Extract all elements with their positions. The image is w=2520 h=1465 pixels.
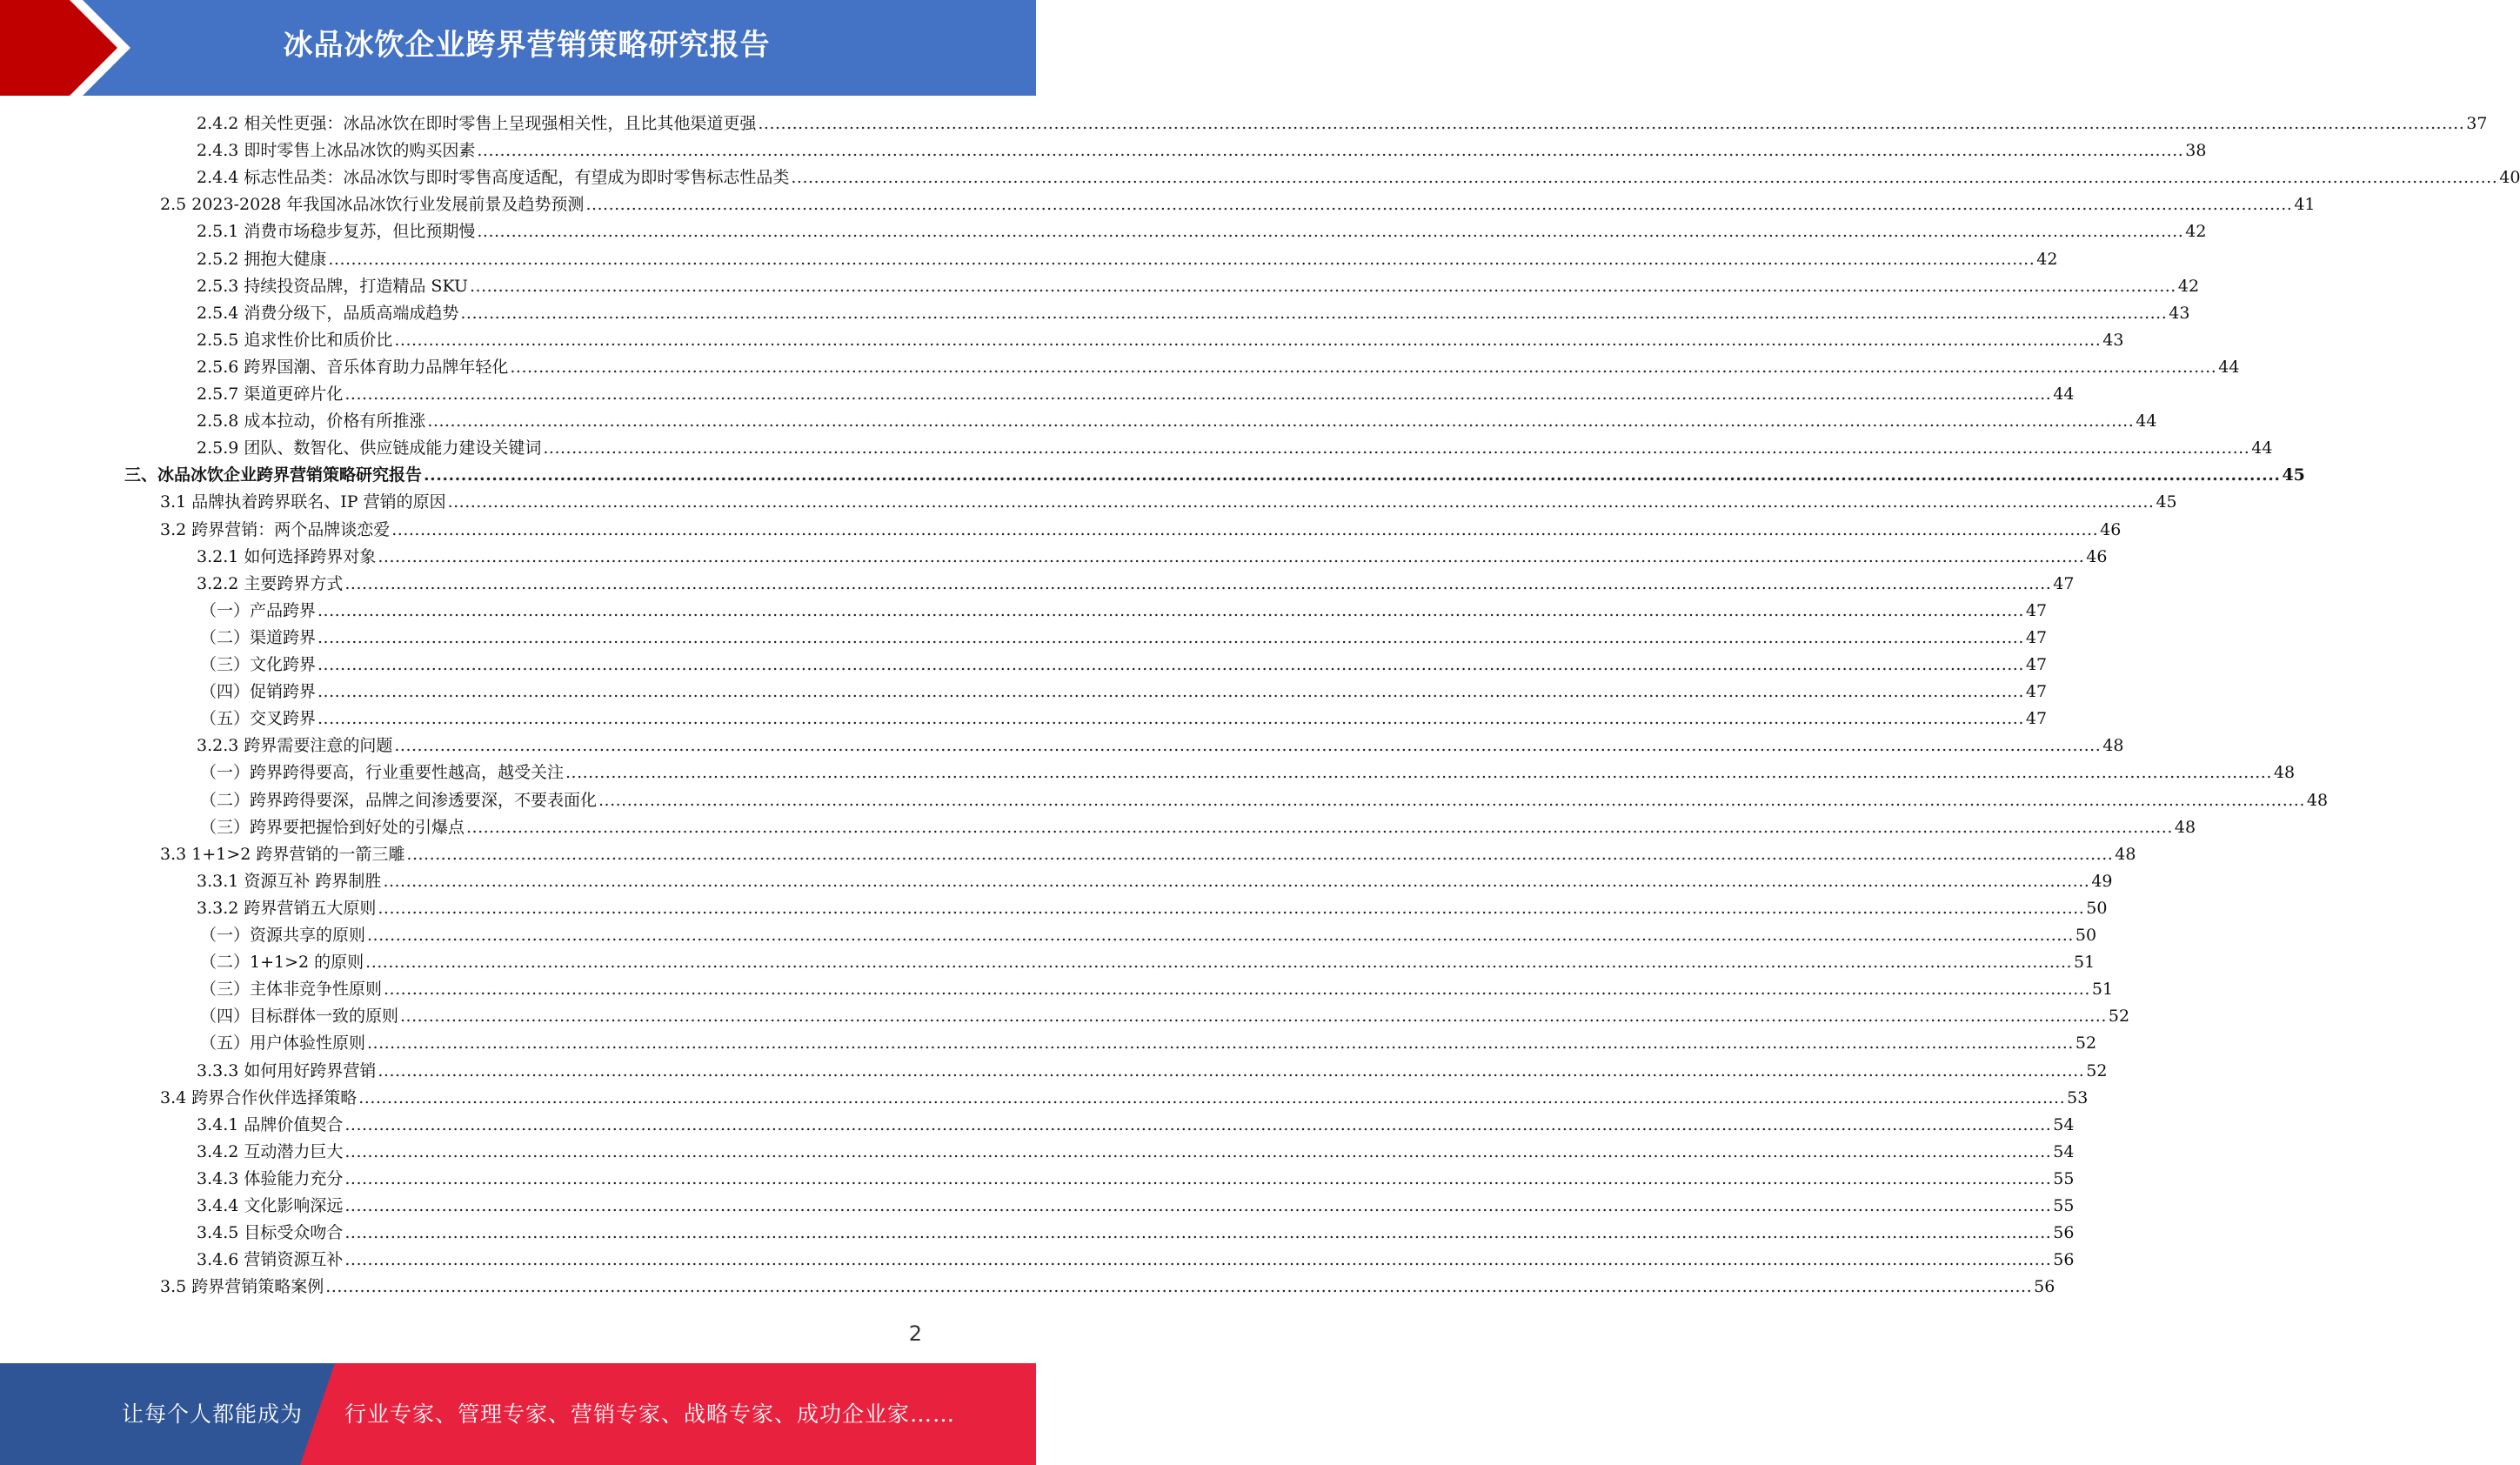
toc-entry-page: 56 [2034,1277,2055,1297]
toc-entry-label: （一）产品跨界 [200,600,317,620]
toc-entry-page: 46 [2100,519,2122,539]
toc-dot-leader: ............................................................................................................................................................................................................................................................................................................ [378,898,2085,918]
toc-entry-label: 2.5.8 成本拉动，价格有所推涨 [197,411,426,431]
toc-dot-leader: ............................................................................................................................................................................................................................................................................................................ [318,600,2024,620]
toc-dot-leader: ............................................................................................................................................................................................................................................................................................................ [344,385,2052,404]
toc-dot-leader: ............................................................................................................................................................................................................................................................................................................ [585,195,2293,215]
header-banner [0,0,1036,96]
toc-entry-page: 48 [2174,817,2196,837]
toc-entry-page: 46 [2086,546,2108,566]
toc-dot-leader: ............................................................................................................................................................................................................................................................................................................ [318,709,2024,729]
toc-entry-label: 2.5.4 消费分级下，品质高端成趋势 [197,303,459,323]
toc-dot-leader: ............................................................................................................................................................................................................................................................................................................ [791,168,2498,188]
toc-entry-label: 3.3.1 资源互补 跨界制胜 [197,871,382,891]
toc-entry-label: 3.3.3 如何用好跨界营销 [197,1060,377,1080]
toc-entry-page: 44 [2251,438,2273,458]
toc-dot-leader: ............................................................................................................................................................................................................................................................................................................ [365,953,2073,973]
toc-entry[interactable] [160,841,2136,868]
toc-entry-label: 2.5.7 渠道更碎片化 [197,385,344,404]
toc-dot-leader: ............................................................................................................................................................................................................................................................................................................ [565,763,2272,783]
toc-entry[interactable] [197,1112,2075,1139]
toc-entry-page: 44 [2136,411,2157,431]
toc-dot-leader: ............................................................................................................................................................................................................................................................................................................ [344,1141,2052,1161]
toc-entry-page: 53 [2067,1087,2089,1107]
toc-entry-page: 56 [2053,1250,2075,1270]
toc-entry-page: 52 [2108,1007,2130,1027]
toc-entry-label: 3.4.2 互动潜力巨大 [197,1141,344,1161]
toc-entry[interactable] [197,868,2113,895]
toc-dot-leader: ............................................................................................................................................................................................................................................................................................................ [460,303,2168,323]
toc-entry[interactable] [197,246,2058,273]
toc-entry[interactable] [200,1003,2130,1030]
toc-dot-leader: ............................................................................................................................................................................................................................................................................................................ [378,1060,2085,1080]
toc-entry-page: 50 [2086,898,2108,918]
toc-entry-label: 三、冰品冰饮企业跨界营销策略研究报告 [124,465,423,485]
toc-entry[interactable] [200,814,2196,841]
toc-dot-leader: ............................................................................................................................................................................................................................................................................................................ [344,1196,2052,1215]
toc-entry[interactable] [200,976,2114,1003]
toc-entry-label: 2.5.3 持续投资品牌，打造精品 SKU [197,276,468,296]
toc-entry-label: 2.4.4 标志性品类：冰品冰饮与即时零售高度适配，有望成为即时零售标志性品类 [197,168,790,188]
toc-entry-page: 56 [2053,1223,2075,1243]
toc-entry[interactable] [124,462,2305,489]
toc-entry-label: 2.4.3 即时零售上冰品冰饮的购买因素 [197,141,476,161]
toc-dot-leader: ............................................................................................................................................................................................................................................................................................................ [510,357,2217,377]
toc-entry-label: 3.2.2 主要跨界方式 [197,573,344,593]
toc-entry[interactable] [197,1220,2075,1247]
toc-dot-leader: ............................................................................................................................................................................................................................................................................................................ [328,249,2035,269]
toc-entry-page: 48 [2115,844,2136,864]
toc-dot-leader: ............................................................................................................................................................................................................................................................................................................ [391,519,2099,539]
toc-entry[interactable] [160,1274,2055,1301]
toc-dot-leader: ............................................................................................................................................................................................................................................................................................................ [400,1007,2107,1027]
toc-entry[interactable] [197,408,2157,435]
report-title: 冰品冰饮企业跨界营销策略研究报告 [283,28,771,63]
toc-entry-label: 2.5.6 跨界国潮、音乐体育助力品牌年轻化 [197,357,509,377]
toc-entry[interactable] [200,652,2048,679]
toc-entry-label: （三）主体非竞争性原则 [200,980,383,1000]
toc-entry-label: （二）1+1>2 的原则 [200,953,364,973]
toc-entry[interactable] [200,598,2048,625]
toc-entry[interactable] [197,273,2200,300]
toc-entry-page: 42 [2185,222,2207,242]
toc-dot-leader: ............................................................................................................................................................................................................................................................................................................ [543,438,2250,458]
toc-entry[interactable] [160,489,2177,516]
toc-dot-leader: ............................................................................................................................................................................................................................................................................................................ [344,1250,2052,1270]
toc-dot-leader: ............................................................................................................................................................................................................................................................................................................ [344,1168,2052,1188]
toc-entry[interactable] [197,732,2124,759]
toc-entry-label: 2.4.2 相关性更强：冰品冰饮在即时零售上呈现强相关性，且比其他渠道更强 [197,114,757,133]
toc-entry-page: 47 [2025,682,2048,702]
toc-dot-leader: ............................................................................................................................................................................................................................................................................................................ [367,926,2074,945]
toc-entry-label: 3.3 1+1>2 跨界营销的一箭三雕 [160,844,405,864]
toc-entry[interactable] [197,164,2520,191]
toc-entry[interactable] [200,706,2048,732]
toc-entry[interactable] [197,1058,2108,1085]
toc-entry[interactable] [197,1166,2075,1193]
toc-entry-page: 52 [2075,1034,2097,1054]
toc-entry-page: 48 [2273,763,2296,783]
toc-entry[interactable] [197,354,2240,381]
toc-entry-page: 43 [2102,330,2124,350]
toc-entry-label: （一）资源共享的原则 [200,926,366,945]
toc-entry[interactable] [197,1193,2075,1220]
toc-dot-leader: ............................................................................................................................................................................................................................................................................................................ [427,411,2135,431]
toc-entry[interactable] [200,787,2329,814]
toc-dot-leader: ............................................................................................................................................................................................................................................................................................................ [477,222,2184,242]
toc-entry-page: 51 [2091,980,2114,1000]
toc-entry-page: 47 [2025,627,2048,647]
toc-entry-label: （二）渠道跨界 [200,627,317,647]
toc-entry-page: 45 [2156,492,2177,512]
page-number: 2 [908,1321,922,1346]
toc-dot-leader: ............................................................................................................................................................................................................................................................................................................ [378,546,2085,566]
toc-entry-page: 50 [2075,926,2097,945]
toc-entry-label: 3.4 跨界合作伙伴选择策略 [160,1087,358,1107]
toc-entry-label: 3.4.1 品牌价值契合 [197,1114,344,1134]
toc-dot-leader: ............................................................................................................................................................................................................................................................................................................ [447,492,2155,512]
toc-entry[interactable] [160,1085,2089,1112]
toc-entry[interactable] [160,517,2122,544]
toc-entry-page: 49 [2091,871,2113,891]
toc-entry[interactable] [197,544,2108,571]
toc-entry-label: 3.4.6 营销资源互补 [197,1250,344,1270]
toc-dot-leader: ............................................................................................................................................................................................................................................................................................................ [344,1114,2052,1134]
toc-entry-page: 44 [2218,357,2240,377]
toc-entry-label: 3.4.3 体验能力充分 [197,1168,344,1188]
toc-entry[interactable] [197,327,2124,354]
toc-entry-label: 2.5.9 团队、数智化、供应链成能力建设关键词 [197,438,542,458]
toc-entry-page: 48 [2306,790,2329,810]
toc-entry-page: 47 [2025,655,2048,674]
toc-entry-page: 42 [2177,276,2200,296]
toc-entry[interactable] [197,435,2273,462]
toc-entry[interactable] [160,191,2316,218]
toc-entry[interactable] [197,110,2488,137]
toc-entry-label: （三）跨界要把握恰到好处的引爆点 [200,817,465,837]
toc-dot-leader: ............................................................................................................................................................................................................................................................................................................ [383,871,2090,891]
toc-entry[interactable] [197,218,2207,245]
toc-entry[interactable] [197,137,2207,164]
toc-dot-leader: ............................................................................................................................................................................................................................................................................................................ [344,573,2052,593]
footer-banner [0,1363,1036,1465]
toc-entry[interactable] [200,679,2048,706]
toc-dot-leader: ............................................................................................................................................................................................................................................................................................................ [469,276,2176,296]
toc-entry-label: 3.2.1 如何选择跨界对象 [197,546,377,566]
toc-entry[interactable] [197,1139,2075,1166]
toc-entry-page: 37 [2466,114,2488,133]
toc-entry-label: （五）交叉跨界 [200,709,317,729]
toc-dot-leader: ............................................................................................................................................................................................................................................................................................................ [424,465,2281,485]
toc-entry[interactable] [200,625,2048,652]
toc-entry-label: 2.5 2023-2028 年我国冰品冰饮行业发展前景及趋势预测 [160,195,585,215]
toc-entry-page: 47 [2053,573,2075,593]
toc-entry[interactable] [197,300,2190,327]
toc-entry-page: 55 [2053,1168,2075,1188]
toc-dot-leader: ............................................................................................................................................................................................................................................................................................................ [598,790,2305,810]
toc-entry-page: 44 [2053,385,2075,404]
footer-slogan: 让每个人都能成为 [122,1401,304,1427]
toc-entry[interactable] [200,922,2097,949]
toc-dot-leader: ............................................................................................................................................................................................................................................................................................................ [318,682,2024,702]
toc-entry-label: 2.5.2 拥抱大健康 [197,249,327,269]
toc-entry-label: （二）跨界跨得要深，品牌之间渗透要深，不要表面化 [200,790,598,810]
toc-entry-page: 38 [2185,141,2207,161]
toc-dot-leader: ............................................................................................................................................................................................................................................................................................................ [344,1223,2052,1243]
toc-entry-page: 51 [2074,953,2096,973]
toc-entry-page: 47 [2025,709,2048,729]
toc-entry-page: 54 [2053,1114,2075,1134]
toc-dot-leader: ............................................................................................................................................................................................................................................................................................................ [318,627,2024,647]
toc-entry-page: 48 [2102,736,2124,756]
footer-tagline: 行业专家、管理专家、营销专家、战略专家、成功企业家…… [344,1401,956,1427]
toc-entry-label: 3.1 品牌执着跨界联名、IP 营销的原因 [160,492,446,512]
toc-dot-leader: ............................................................................................................................................................................................................................................................................................................ [394,330,2102,350]
toc-entry[interactable] [197,571,2075,598]
toc-dot-leader: ............................................................................................................................................................................................................................................................................................................ [758,114,2465,133]
toc-entry-page: 43 [2169,303,2190,323]
toc-entry-label: （四）目标群体一致的原则 [200,1007,399,1027]
toc-dot-leader: ............................................................................................................................................................................................................................................................................................................ [325,1277,2033,1297]
toc-entry-label: 3.3.2 跨界营销五大原则 [197,898,377,918]
toc-dot-leader: ............................................................................................................................................................................................................................................................................................................ [477,141,2184,161]
toc-entry-page: 54 [2053,1141,2075,1161]
toc-entry-label: （一）跨界跨得要高，行业重要性越高，越受关注 [200,763,565,783]
toc-dot-leader: ............................................................................................................................................................................................................................................................................................................ [394,736,2102,756]
toc-entry-page: 52 [2086,1060,2108,1080]
toc-entry-label: 3.2 跨界营销：两个品牌谈恋爱 [160,519,391,539]
toc-entry[interactable] [200,949,2096,976]
toc-entry-label: （五）用户体验性原则 [200,1034,366,1054]
toc-entry[interactable] [200,1030,2097,1057]
toc-dot-leader: ............................................................................................................................................................................................................................................................................................................ [384,980,2090,1000]
toc-entry-page: 47 [2025,600,2048,620]
toc-entry[interactable] [197,381,2075,408]
toc-entry-label: 3.5 跨界营销策略案例 [160,1277,324,1297]
toc-entry[interactable] [197,1247,2075,1274]
toc-entry-label: 3.4.5 目标受众吻合 [197,1223,344,1243]
toc-entry[interactable] [200,759,2296,786]
toc-entry-page: 40 [2499,168,2520,188]
toc-dot-leader: ............................................................................................................................................................................................................................................................................................................ [367,1034,2074,1054]
toc-entry-label: 3.2.3 跨界需要注意的问题 [197,736,393,756]
toc-entry-label: 2.5.1 消费市场稳步复苏，但比预期慢 [197,222,476,242]
toc-entry[interactable] [197,895,2108,922]
toc-entry-label: 3.4.4 文化影响深远 [197,1196,344,1215]
toc-dot-leader: ............................................................................................................................................................................................................................................................................................................ [318,655,2024,674]
toc-entry-label: （四）促销跨界 [200,682,317,702]
toc-entry-page: 55 [2053,1196,2075,1215]
toc-dot-leader: ............................................................................................................................................................................................................................................................................................................ [358,1087,2066,1107]
toc-entry-page: 42 [2036,249,2058,269]
toc-entry-label: 2.5.5 追求性价比和质价比 [197,330,393,350]
toc-entry-label: （三）文化跨界 [200,655,317,674]
toc-dot-leader: ............................................................................................................................................................................................................................................................................................................ [406,844,2114,864]
toc-entry-page: 41 [2294,195,2316,215]
toc-entry-page: 45 [2282,465,2305,485]
toc-dot-leader: ............................................................................................................................................................................................................................................................................................................ [466,817,2173,837]
